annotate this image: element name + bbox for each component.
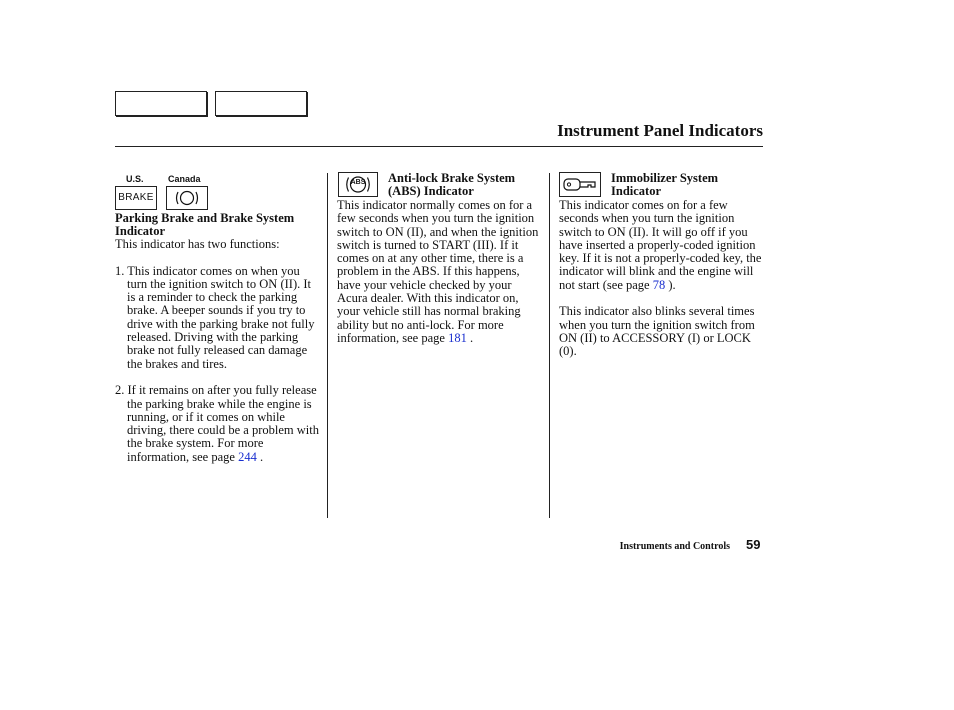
label-canada: Canada [168, 174, 201, 184]
function-item-1: 1. This indicator comes on when you turn the ignition switch to ON (II). It is a reminder to check the parking brake. A beeper sounds if you try to drive with the parking brake not fully released. Driving with the parking brake not fully released can damage the brakes and tires. [115, 263, 315, 371]
parking-brake-body [115, 238, 320, 464]
heading-line-2: (ABS) Indicator [388, 184, 474, 199]
abs-body [337, 199, 542, 345]
heading-line-1: Immobilizer System [611, 171, 719, 185]
immobilizer-body [559, 199, 764, 359]
brake-canada-icon [166, 186, 208, 210]
title-rule [115, 146, 763, 147]
heading-line-2: Indicator [115, 224, 165, 239]
nav-box-2[interactable] [215, 91, 307, 116]
footer-section-name: Instruments and Controls [619, 541, 730, 552]
heading-line-1: Anti-lock Brake System [388, 171, 516, 185]
immobilizer-heading [611, 172, 761, 199]
label-us: U.S. [126, 174, 144, 184]
abs-indicator-icon [338, 172, 378, 197]
abs-body-text: This indicator normally comes on for a few seconds when you turn the ignition switch to ON (II), and when the ignition switch is turned to START (III). If it comes on at any other time, there is a problem in the ABS. If this happens, have your vehicle checked by your Acura dealer. With this indicator on, your vehicle still has normal braking ability but no anti-lock. For more information, see page 181 . [337, 198, 539, 345]
abs-icon-text: ABS [350, 179, 366, 186]
key-icon [560, 173, 600, 196]
page-number: 59 [746, 537, 761, 552]
function-item-2: 2. If it remains on after you fully release the parking brake while the engine is running, or if it comes on while driving, there could be a problem with the brake system. For more information, see page 244 . [115, 383, 319, 464]
immobilizer-indicator-icon [559, 172, 601, 197]
brake-icon-text: BRAKE [118, 192, 154, 203]
page-title: Instrument Panel Indicators [557, 121, 763, 140]
page-link-78[interactable]: 78 [652, 277, 666, 292]
column-divider-2 [549, 173, 550, 518]
abs-heading [388, 172, 548, 199]
page-link-181[interactable]: 181 [448, 330, 467, 345]
immobilizer-para-2: This indicator also blinks several times when you turn the ignition switch from ON (II) to ACCESSORY (I) or LOCK (0). [559, 304, 755, 359]
immobilizer-para-1: This indicator comes on for a few seconds when you turn the ignition switch to ON (II). It will go off if you have inserted a properly-coded ignition key. If it is not a properly-coded key, the indicator will blink and the engine will not start (see page 78 ). [559, 198, 762, 292]
heading-line-1: Parking Brake and Brake System [115, 211, 295, 225]
heading-line-2: Indicator [611, 184, 661, 199]
page-link-244[interactable]: 244 [238, 449, 257, 464]
nav-box-1[interactable] [115, 91, 207, 116]
intro-text: This indicator has two functions: [115, 237, 280, 251]
brake-indicator-icon [115, 186, 157, 210]
parking-brake-heading [115, 212, 330, 239]
